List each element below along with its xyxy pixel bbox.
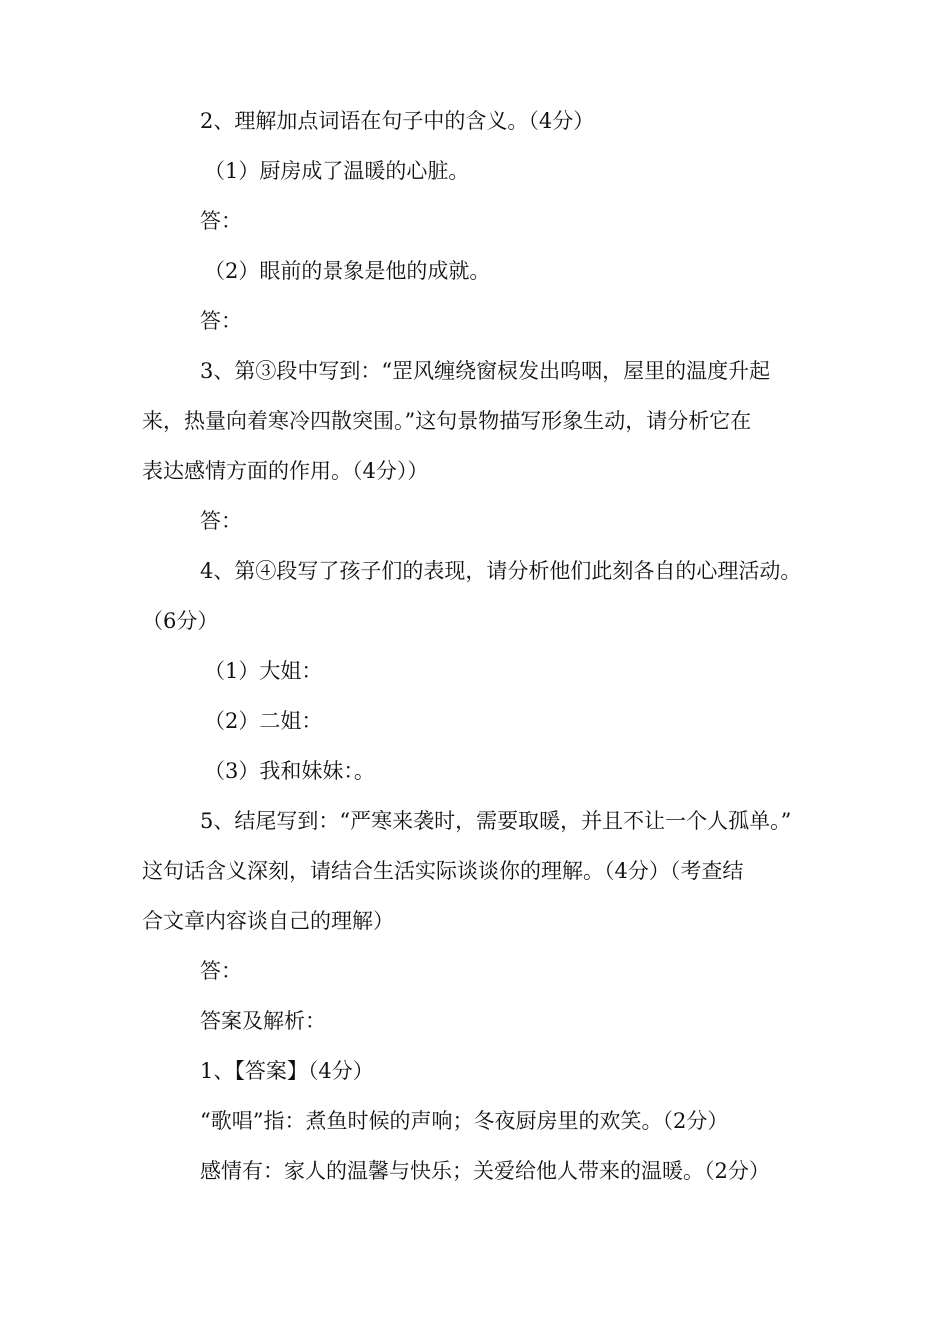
question-2-item-1: （1）厨房成了温暖的心脏。 [204,159,470,183]
answer-blank: 答： [200,309,242,333]
question-5-line-1: 5、结尾写到：“严寒来袭时，需要取暖，并且不让一个人孤单。” [200,809,792,833]
answer-blank: 答： [200,959,242,983]
answer-blank: 答： [200,509,242,533]
question-4-item-2: （2）二姐： [204,709,323,733]
question-3-line-1: 3、第③段中写到：“罡风缠绕窗棂发出呜咽，屋里的温度升起 [200,359,771,383]
answer-1-line-1: “歌唱”指：煮鱼时候的声响；冬夜厨房里的欢笑。（2分） [200,1109,729,1133]
question-4-item-3: （3）我和妹妹：。 [204,759,375,783]
question-5-line-2: 这句话含义深刻，请结合生活实际谈谈你的理解。（4分）（考查结 [142,859,744,883]
question-3-line-3: 表达感情方面的作用。（4分）） [142,459,429,483]
question-2: 2、理解加点词语在句子中的含义。（4分） [200,109,595,133]
question-2-item-2: （2）眼前的景象是他的成就。 [204,259,491,283]
answer-blank: 答： [200,209,242,233]
question-4-line-1: 4、第④段写了孩子们的表现，请分析他们此刻各自的心理活动。 [200,559,802,583]
question-4-line-2: （6分） [142,609,219,633]
answer-1-line-2: 感情有：家人的温馨与快乐；关爱给他人带来的温暖。（2分） [200,1159,770,1183]
question-4-item-1: （1）大姐： [204,659,323,683]
answer-1-heading: 1、【答案】（4分） [200,1059,374,1083]
question-5-line-3: 合文章内容谈自己的理解） [142,909,394,933]
answers-title: 答案及解析： [200,1009,326,1033]
question-3-line-2: 来，热量向着寒冷四散突围。”这句景物描写形象生动，请分析它在 [142,409,752,433]
